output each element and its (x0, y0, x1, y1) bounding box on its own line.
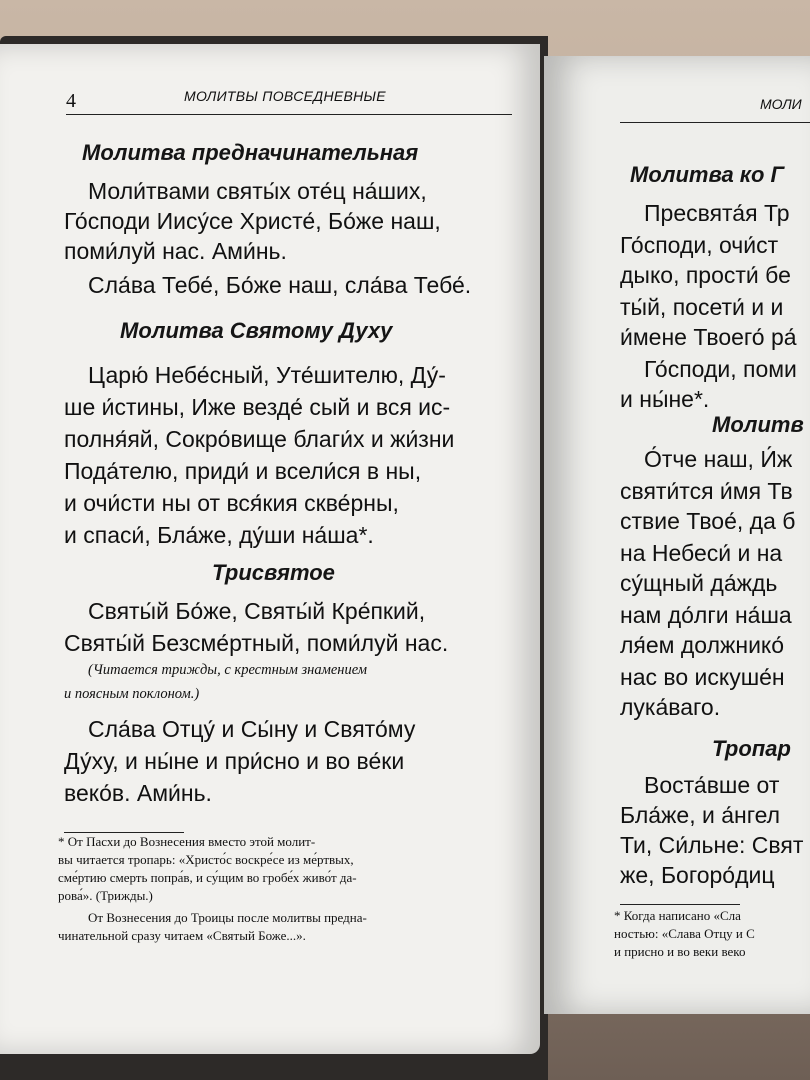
right-text-line: лука́ваго. (620, 694, 721, 720)
footnote-line: вы читается тропарь: «Христо́с воскре́се из ме́ртвых, (58, 852, 354, 867)
right-text-line: на Небеси́ и на (620, 540, 783, 566)
right-text-line: Го́споди, очи́ст (620, 232, 779, 258)
rubric-note: (Читается трижды, с крестным знамением (88, 662, 368, 678)
text-line: Святы́й Бо́же, Святы́й Кре́пкий, (88, 598, 426, 624)
text-line: Святы́й Безсме́ртный, поми́луй нас. (64, 630, 449, 656)
rubric-note: и поясным поклоном.) (64, 686, 200, 702)
right-section-title: Тропар (712, 736, 791, 761)
text-line: Моли́твами святы́х оте́ц на́ших, (88, 178, 427, 204)
section-title: Молитва Святому Духу (120, 318, 393, 343)
right-text-line: су́щный да́ждь (620, 570, 778, 596)
text-line: Сла́ва Отцу́ и Сы́ну и Свято́му (88, 716, 416, 742)
footnote-line: сме́ртию смерть попра́в, и су́щим во гробе́х живо́т да- (58, 870, 357, 885)
right-text-line: же, Богоро́диц (620, 862, 775, 888)
footnote-line: От Вознесения до Троицы после молитвы предна- (88, 910, 367, 925)
text-line: Царю́ Небе́сный, Уте́шителю, Ду́- (88, 362, 446, 388)
running-title: МОЛИТВЫ ПОВСЕДНЕВНЫЕ (184, 88, 386, 104)
right-text-line: Го́споди, поми (644, 356, 797, 382)
right-text-line: ля́ем должнико́ (620, 632, 785, 658)
footnote-rule (64, 832, 184, 833)
right-running-title: МОЛИ (760, 96, 802, 112)
right-section-title: Молитва ко Г (630, 162, 784, 187)
right-section-title: Молитв (712, 412, 804, 437)
text-line: Пода́телю, приди́ и всели́ся в ны, (64, 458, 422, 484)
right-text-line: ствие Твое́, да б (620, 508, 796, 534)
text-line: полня́яй, Сокро́вище благи́х и жи́зни (64, 426, 455, 452)
right-page (544, 56, 810, 1014)
right-footnote-rule (620, 904, 740, 905)
right-text-line: ты́й, посети́ и и (620, 294, 784, 320)
right-footnote-line: ностью: «Слава Отцу и С (614, 926, 755, 941)
text-line: Сла́ва Тебе́, Бо́же наш, сла́ва Тебе́. (88, 272, 472, 298)
running-header (66, 86, 512, 115)
right-text-line: Пресвята́я Тр (644, 200, 790, 226)
right-text-line: дыко, прости́ бе (620, 262, 791, 288)
right-text-line: и́мене Твоего́ ра́ (620, 324, 797, 350)
text-line: и очи́сти ны от вся́кия скве́рны, (64, 490, 399, 516)
text-line: Го́споди Иису́се Христе́, Бо́же наш, (64, 208, 441, 234)
right-text-line: Бла́же, и а́нгел (620, 802, 781, 828)
right-running-header (620, 92, 810, 123)
right-text-line: Воста́вше от (644, 772, 780, 798)
footnote-line: чинательной сразу читаем «Святый Боже...». (58, 928, 306, 943)
right-text-line: святи́тся и́мя Тв (620, 478, 793, 504)
section-title: Трисвятое (212, 560, 335, 585)
footnote-line: * От Пасхи до Вознесения вместо этой молит- (58, 834, 316, 849)
right-text-line: нам до́лги на́ша (620, 602, 792, 628)
right-text-line: и ны́не*. (620, 386, 710, 412)
text-line: веко́в. Ами́нь. (64, 780, 212, 806)
right-text-line: О́тче наш, И́ж (644, 446, 793, 472)
footnote-line: рова́». (Трижды.) (58, 888, 153, 903)
right-footnote-line: и присно и во веки веко (614, 944, 746, 959)
page-number: 4 (66, 90, 76, 112)
text-line: и спаси́, Бла́же, ду́ши на́ша*. (64, 522, 374, 548)
text-line: ше и́стины, Иже везде́ сый и вся ис- (64, 394, 451, 420)
section-title: Молитва предначинательная (82, 140, 419, 165)
right-text-line: Ти, Си́льне: Свят (620, 832, 804, 858)
right-text-line: нас во искуше́н (620, 664, 785, 690)
text-line: Ду́ху, и ны́не и при́сно и во ве́ки (64, 748, 405, 774)
left-page (0, 44, 540, 1054)
text-line: поми́луй нас. Ами́нь. (64, 238, 287, 264)
right-footnote-line: * Когда написано «Сла (614, 908, 741, 923)
